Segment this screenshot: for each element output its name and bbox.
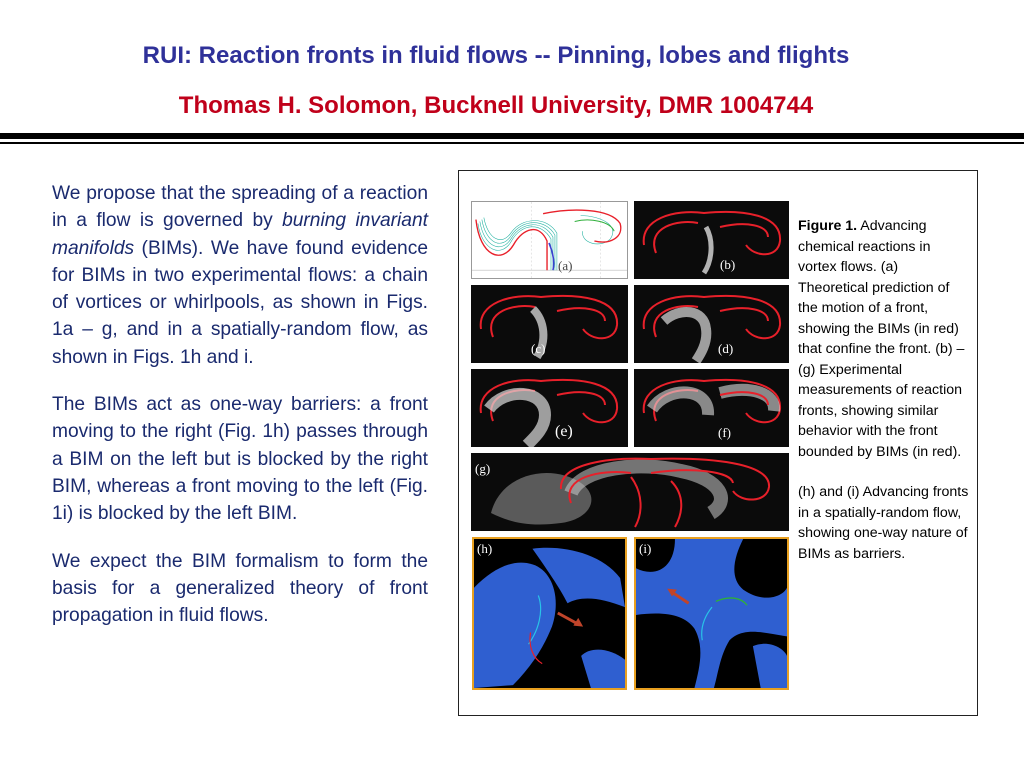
header-divider-thin [0, 142, 1024, 144]
panel-b-label: (b) [720, 257, 736, 272]
figure-label: Figure 1. [798, 218, 858, 234]
paragraph-barriers: The BIMs act as one-way barriers: a front moving to the right (Fig. 1h) passes through a BIM on the left but is blocked by the right BIM, whereas a front moving to the left (Fig. 1i) is blocked by the left BIM. [52, 394, 428, 525]
panel-g-image [471, 453, 789, 531]
panel-h-image [474, 539, 625, 688]
figure-caption [798, 216, 970, 584]
panel-d-label: (d) [718, 341, 734, 356]
figure-panel-g [471, 453, 789, 531]
figure-panel-h [472, 537, 627, 690]
panel-h-label: (h) [477, 541, 493, 556]
paragraph-bims: We propose that the spreading of a reaction in a flow is governed by burning invariant manifolds (BIMs). We have found evidence for BIMs in two experimental flows: a chain of vortices or whirlpools, as shown in Figs. 1a – g, and in a spatially-random flow, as shown in Figs. 1h and i. [52, 183, 428, 368]
caption-part-1: Figure 1. Advancing chemical reactions in vortex flows. (a) Theoretical prediction of the motion of a front, showing the BIMs (in red) that confine the front. (b) – (g) Experimental measurements of reaction fronts, showing similar behavior with the front bounded by BIMs (in red). [798, 218, 965, 460]
author-line: Thomas H. Solomon, Bucknell University, DMR 1004744 [178, 92, 814, 119]
paragraph-outlook: We expect the BIM formalism to form the basis for a generalized theory of front propagation in fluid flows. [52, 550, 428, 627]
bims-term: burning invariant manifolds [52, 210, 428, 259]
figure-panel-a [471, 201, 628, 279]
header-divider-thick [0, 133, 1024, 139]
panel-e-label: (e) [555, 423, 573, 440]
body-text [52, 180, 428, 649]
panel-i-image [636, 539, 787, 688]
figure-panel-b [634, 201, 789, 279]
panel-d-image [634, 285, 789, 363]
panel-e-image [471, 369, 628, 447]
panel-c-label: (c) [531, 341, 546, 356]
slide-title: RUI: Reaction fronts in fluid flows -- Pinning, lobes and flights [142, 42, 850, 69]
caption-part-2: (h) and (i) Advancing fronts in a spatially-random flow, showing one-way nature of BIMs as barriers. [798, 484, 969, 562]
figure-panel-i [634, 537, 789, 690]
figure-panel-d [634, 285, 789, 363]
panel-f-label: (f) [718, 425, 731, 440]
panel-c-image [471, 285, 628, 363]
panel-b-image [634, 201, 789, 279]
panel-f-image [634, 369, 789, 447]
panel-i-label: (i) [639, 541, 652, 556]
panel-a-image [472, 202, 627, 278]
figure-panel-c [471, 285, 628, 363]
panel-g-label: (g) [475, 461, 491, 476]
figure-panel-f [634, 369, 789, 447]
figure-panel-e [471, 369, 628, 447]
panel-a-label: (a) [558, 258, 573, 273]
